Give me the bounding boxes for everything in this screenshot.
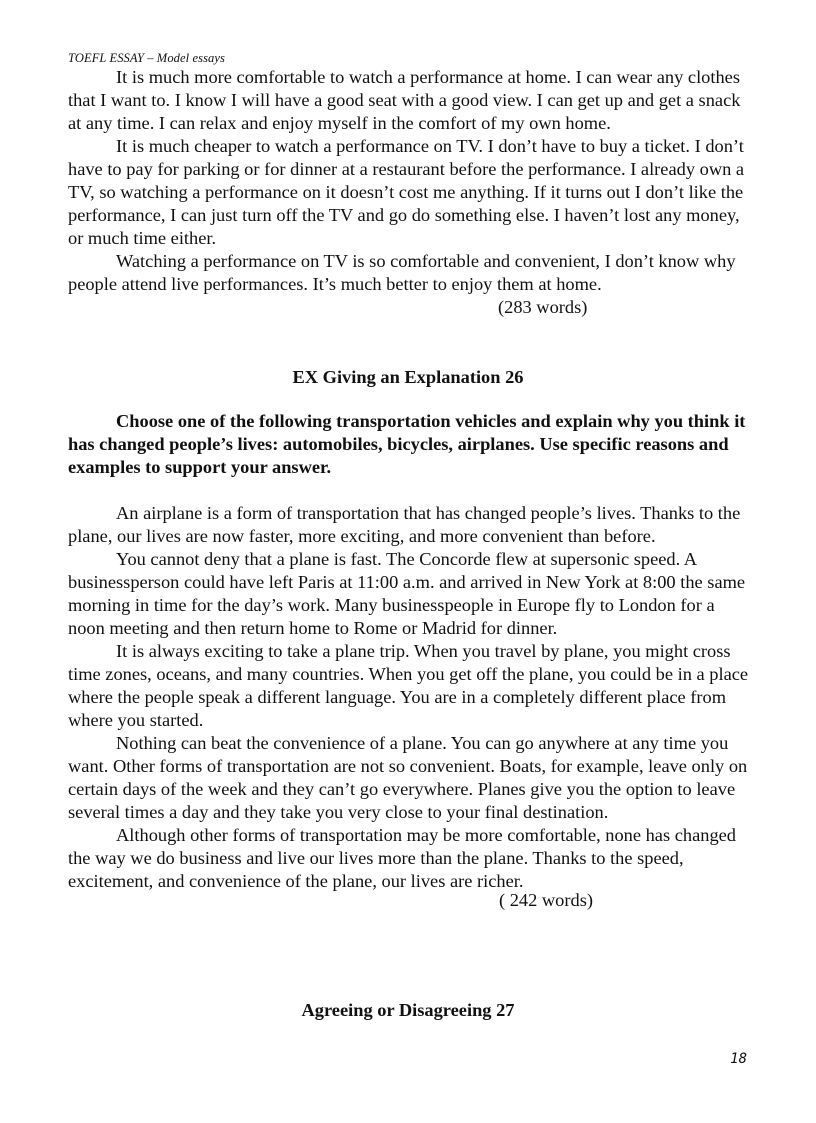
previous-essay-body bbox=[68, 66, 750, 296]
page-number: 18 bbox=[730, 1051, 747, 1067]
paragraph: Watching a performance on TV is so comfortable and convenient, I don’t know why people attend live performances. It’s much better to enjoy them at home. bbox=[68, 251, 736, 294]
section-heading: Agreeing or Disagreeing 27 bbox=[301, 1000, 515, 1020]
paragraph: You cannot deny that a plane is fast. The Concorde flew at supersonic speed. A businessperson could have left Paris at 11:00 a.m. and arrived in New York at 8:00 the same morning in time for the day’s work. Many businesspeople in Europe fly to London for a noon meeting and then return home to Rome or Madrid for dinner. bbox=[68, 549, 746, 638]
running-header: TOEFL ESSAY – Model essays bbox=[68, 51, 226, 65]
paragraph: It is much more comfortable to watch a performance at home. I can wear any clothes that I want to. I know I will have a good seat with a good view. I can get up and get a snack at any time. I can relax and enjoy myself in the comfort of my own home. bbox=[68, 67, 741, 133]
word-count: (283 words) bbox=[498, 297, 588, 317]
section-heading: EX Giving an Explanation 26 bbox=[292, 367, 524, 387]
paragraph: Nothing can beat the convenience of a plane. You can go anywhere at any time you want. Other forms of transportation are not so convenient. Boats, for example, leave only on certain days of the week and they can’t go everywhere. Planes give you the option to leave several times a day and they take you very close to your final destination. bbox=[68, 733, 748, 822]
paragraph: It is always exciting to take a plane trip. When you travel by plane, you might cross time zones, oceans, and many countries. When you get off the plane, you could be in a place where the people speak a different language. You are in a completely different place from where you started. bbox=[68, 641, 749, 730]
essay-body bbox=[68, 502, 750, 893]
paragraph: An airplane is a form of transportation that has changed people’s lives. Thanks to the plane, our lives are now faster, more exciting, and more convenient than before. bbox=[68, 503, 741, 546]
essay-prompt: Choose one of the following transportation vehicles and explain why you think it has changed people’s lives: automobiles, bicycles, airplanes. Use specific reasons and examples to support your answer. bbox=[68, 411, 746, 477]
paragraph: Although other forms of transportation may be more comfortable, none has changed the way we do business and live our lives more than the plane. Thanks to the speed, excitement, and convenience of the plane, our lives are richer. bbox=[68, 825, 736, 891]
word-count: ( 242 words) bbox=[499, 890, 593, 910]
paragraph: It is much cheaper to watch a performance on TV. I don’t have to buy a ticket. I don’t have to pay for parking or for dinner at a restaurant before the performance. I already own a TV, so watching a performance on it doesn’t cost me anything. If it turns out I don’t like the performance, I can just turn off the TV and go do something else. I haven’t lost any money, or much time either. bbox=[68, 136, 745, 248]
